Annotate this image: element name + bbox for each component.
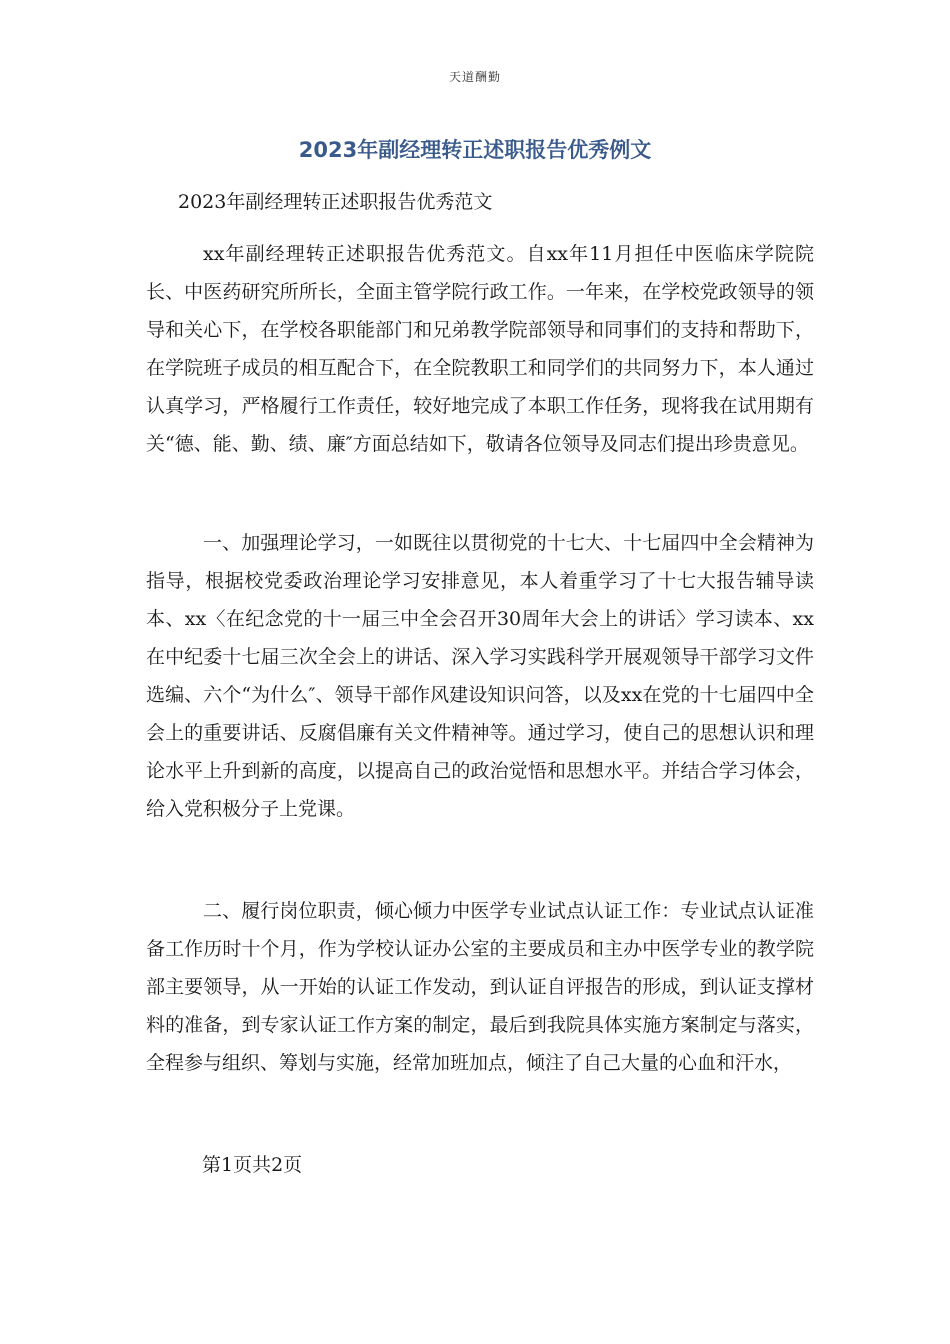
body-paragraph-3: 二、履行岗位职责，倾心倾力中医学专业试点认证工作：专业试点认证准备工作历时十个月，作为学校认证办公室的主要成员和主办中医学专业的教学院部主要领导，从一开始的认证工作发动，到认证自评报告的形成，到认证支撑材料的准备，到专家认证工作方案的制定，最后到我院具体实施方案制定与落实，全程参与组织、筹划与实施，经常加班加点，倾注了自己大量的心血和汗水， [146,900,814,1074]
body-paragraph-1: xx年副经理转正述职报告优秀范文。自xx年11月担任中医临床学院院长、中医药研究所所长，全面主管学院行政工作。一年来，在学校党政领导的领导和关心下，在学校各职能部门和兄弟教学院部领导和同事们的支持和帮助下，在学院班子成员的相互配合下，在全院教职工和同学们的共同努力下，本人通过认真学习，严格履行工作责任，较好地完成了本职工作任务，现将我在试用期有关“德、能、勤、绩、廉″方面总结如下，敬请各位领导及同志们提出珍贵意见。 [146,243,814,455]
body-paragraph-2: 一、加强理论学习，一如既往以贯彻党的十七大、十七届四中全会精神为指导，根据校党委政治理论学习安排意见，本人着重学习了十七大报告辅导读本、xx〈在纪念党的十一届三中全会召开30周年大会上的讲话〉学习读本、xx在中纪委十七届三次全会上的讲话、深入学习实践科学开展观领导干部学习文件选编、六个“为什么″、领导干部作风建设知识问答，以及xx在党的十七届四中全会上的重要讲话、反腐倡廉有关文件精神等。通过学习，使自己的思想认识和理论水平上升到新的高度，以提高自己的政治觉悟和思想水平。并结合学习体会，给入党积极分子上党课。 [146,532,814,820]
document-title: 2023年副经理转正述职报告优秀例文 [298,138,652,162]
page-footer: 第1页共2页 [202,1154,303,1176]
document-subtitle: 2023年副经理转正述职报告优秀范文 [178,191,493,213]
page-header: 天道酬勤 [448,70,501,84]
